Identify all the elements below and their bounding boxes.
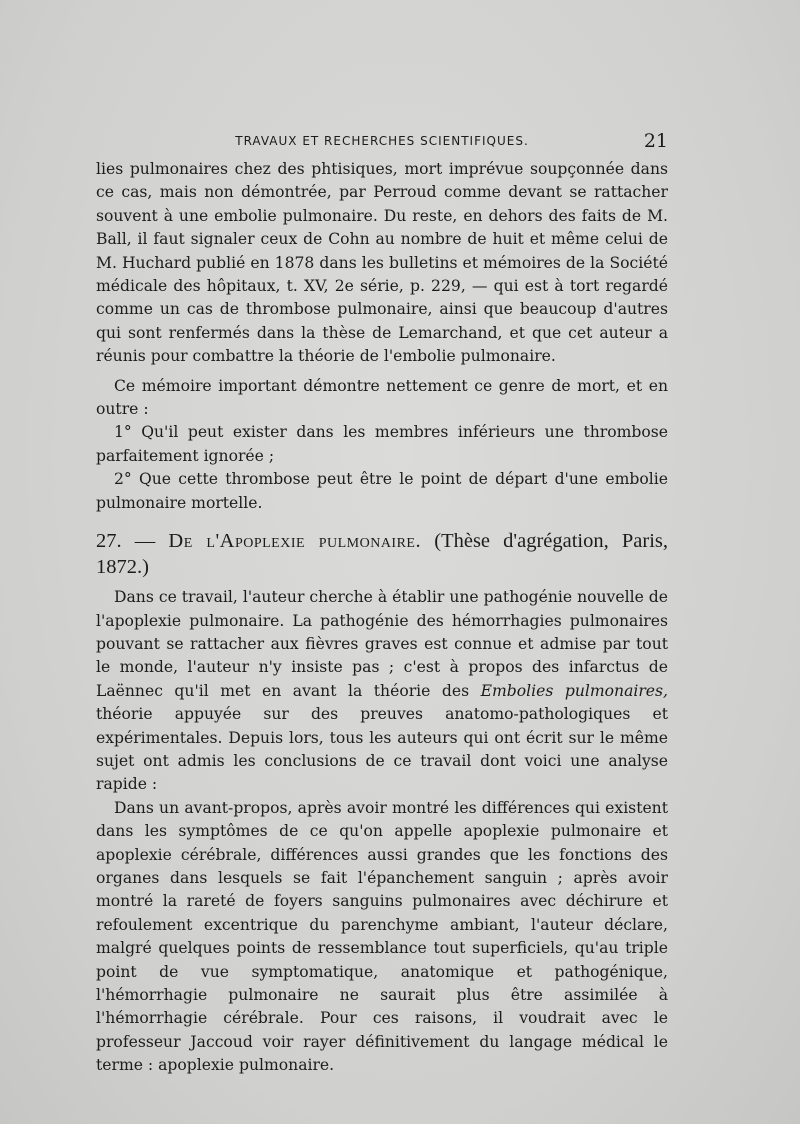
section-subtitle: (Thèse d'agrégation, Paris, 1872.) bbox=[96, 530, 669, 579]
section-number: 27. — bbox=[96, 530, 169, 553]
paragraph-avant-propos: Dans un avant-propos, après avoir montré les différences qui existent dans les symptômes de ce qu'on appelle apoplexie pulmonaire et apoplexie cérébrale, différences aussi grandes que les fonctions des organes dans lesquels se fait l'épanchement sanguin ; après avoir montré la rareté de foyers sanguins pulmonaires avec déchirure et refoulement excentrique du parenchyme ambiant, l'auteur déclare, malgré quelques points de ressemblance tout superficiels, qu'au triple point de vue symptomatique, anatomique et pathogénique, l'hémorrhagie pulmonaire ne saurait plus être assimilée à l'hémorrhagie cérébrale. Pour ces raisons, il voudrait avec le professeur Jaccoud voir rayer définitivement du langage médical le terme : apoplexie pulmonaire. bbox=[96, 798, 668, 1075]
body-text bbox=[96, 158, 668, 1078]
paragraph-pathogenie-part2: théorie appuyée sur des preuves anatomo-pathologiques et expérimentales. Depuis lors, tous les auteurs qui ont écrit sur le même sujet ont admis les conclusions de ce travail dont voici une analyse rapide : bbox=[96, 705, 668, 794]
paragraph-pathogenie-part1: Dans ce travail, l'auteur cherche à établir une pathogénie nouvelle de l'apoplexie pulmonaire. La pathogénie des hémorrhagies pulmonaires pouvant se rattacher aux fièvres graves est connue et admise par tout le monde, l'auteur n'y insiste pas ; c'est à propos des infarctus de Laënnec qu'il met en avant la théorie des bbox=[96, 588, 668, 700]
paragraph-point-1: 1° Qu'il peut exister dans les membres inférieurs une thrombose parfaitement ignorée ; bbox=[96, 423, 668, 465]
paragraph-pathogenie bbox=[96, 586, 668, 797]
section-heading bbox=[96, 528, 668, 580]
page-number: 21 bbox=[643, 130, 668, 152]
paragraph-memoire: Ce mémoire important démontre nettement ce genre de mort, et en outre : bbox=[96, 376, 668, 419]
paragraph-point-2: 2° Que cette thrombose peut être le point de départ d'une embolie pulmonaire mortelle. bbox=[96, 470, 668, 512]
paragraph-continuation: lies pulmonaires chez des phtisiques, mort imprévue soupçonnée dans ce cas, mais non démontrée, par Perroud comme devant se rattacher souvent à une embolie pulmonaire. Du reste, en dehors des faits de M. Ball, il faut signaler ceux de Cohn au nombre de huit et même celui de M. Huchard publié en 1878 dans les bulletins et mémoires de la Société médicale des hôpitaux, t. XV, 2e série, p. 229, — qui est à tort regardé comme un cas de thrombose pulmonaire, ainsi que beaucoup d'autres qui sont renfermés dans la thèse de Lemarchand, et que cet auteur a réunis pour combattre la théorie de l'embolie pulmonaire. bbox=[96, 160, 668, 366]
running-title: TRAVAUX ET RECHERCHES SCIENTIFIQUES. bbox=[235, 134, 529, 148]
emphasis-embolies: Embolies pulmonaires, bbox=[480, 681, 668, 700]
section-title: De l'Apoplexie pulmonaire. bbox=[168, 530, 422, 553]
page-header bbox=[96, 130, 668, 154]
